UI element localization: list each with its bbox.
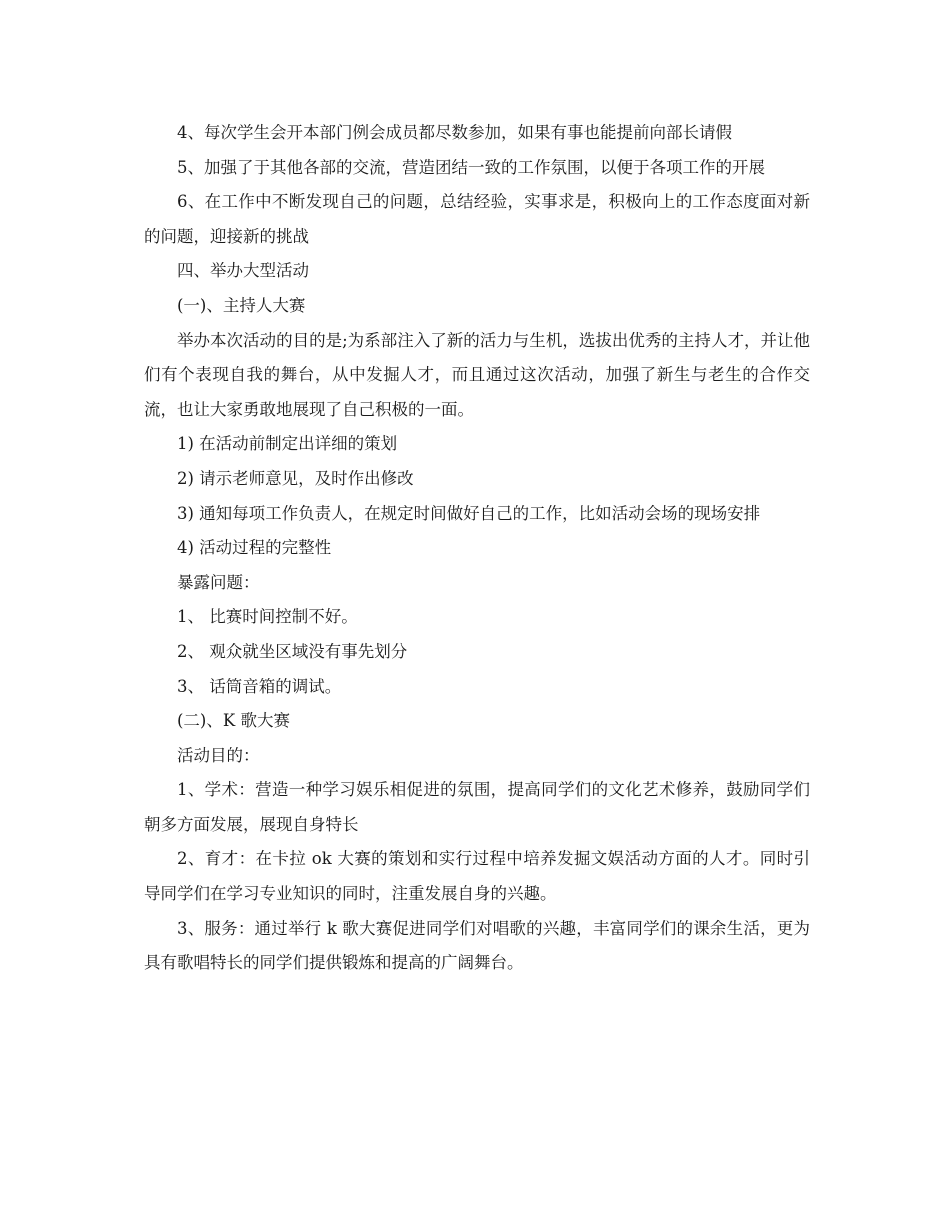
list-item-completeness: 4) 活动过程的完整性 bbox=[177, 538, 332, 558]
label-activity-purpose: 活动目的： bbox=[177, 745, 260, 765]
problem-item-seating: 2、 观众就坐区域没有事先划分 bbox=[177, 641, 408, 661]
subsection-heading-karaoke-contest: (二)、K 歌大赛 bbox=[177, 711, 290, 731]
section-heading-large-events: 四、举办大型活动 bbox=[177, 261, 309, 281]
subsection-heading-host-contest: (一)、主持人大赛 bbox=[177, 295, 306, 315]
list-item-teacher-advice: 2) 请示老师意见，及时作出修改 bbox=[177, 468, 414, 488]
problem-item-audio: 3、 话筒音箱的调试。 bbox=[177, 676, 342, 696]
purpose-item-service: 3、服务：通过举行 k 歌大赛促进同学们对唱歌的兴趣，丰富同学们的课余生活，更为具有歌唱特长的同学们提供锻炼和提高的广阔舞台。 bbox=[144, 918, 810, 973]
paragraph-host-contest-purpose: 举办本次活动的目的是;为系部注入了新的活力与生机，选拔出优秀的主持人才，并让他们有个表现自我的舞台，从中发掘人才，而且通过这次活动，加强了新生与老生的合作交流，也让大家勇敢地展现了自己积极的一面。 bbox=[144, 330, 810, 419]
paragraph-item-6-self-review: 6、在工作中不断发现自己的问题，总结经验，实事求是，积极向上的工作态度面对新的问题，迎接新的挑战 bbox=[144, 192, 810, 246]
label-exposed-problems: 暴露问题： bbox=[177, 572, 260, 592]
purpose-item-academic: 1、学术：营造一种学习娱乐相促进的氛围，提高同学们的文化艺术修养，鼓励同学们朝多方面发展，展现自身特长 bbox=[144, 780, 810, 834]
list-item-notify-leaders: 3) 通知每项工作负责人，在规定时间做好自己的工作，比如活动会场的现场安排 bbox=[177, 503, 761, 523]
paragraph-item-4-meeting: 4、每次学生会开本部门例会成员都尽数参加，如果有事也能提前向部长请假 bbox=[177, 123, 732, 142]
paragraph-item-5-communication: 5、加强了于其他各部的交流，营造团结一致的工作氛围，以便于各项工作的开展 bbox=[177, 157, 765, 177]
problem-item-time-control: 1、 比赛时间控制不好。 bbox=[177, 607, 358, 627]
document-body bbox=[144, 116, 810, 981]
purpose-item-talent: 2、育才：在卡拉 ok 大赛的策划和实行过程中培养发掘文娱活动方面的人才。同时引导同学们在学习专业知识的同时，注重发展自身的兴趣。 bbox=[144, 849, 810, 904]
list-item-plan: 1) 在活动前制定出详细的策划 bbox=[177, 434, 398, 454]
